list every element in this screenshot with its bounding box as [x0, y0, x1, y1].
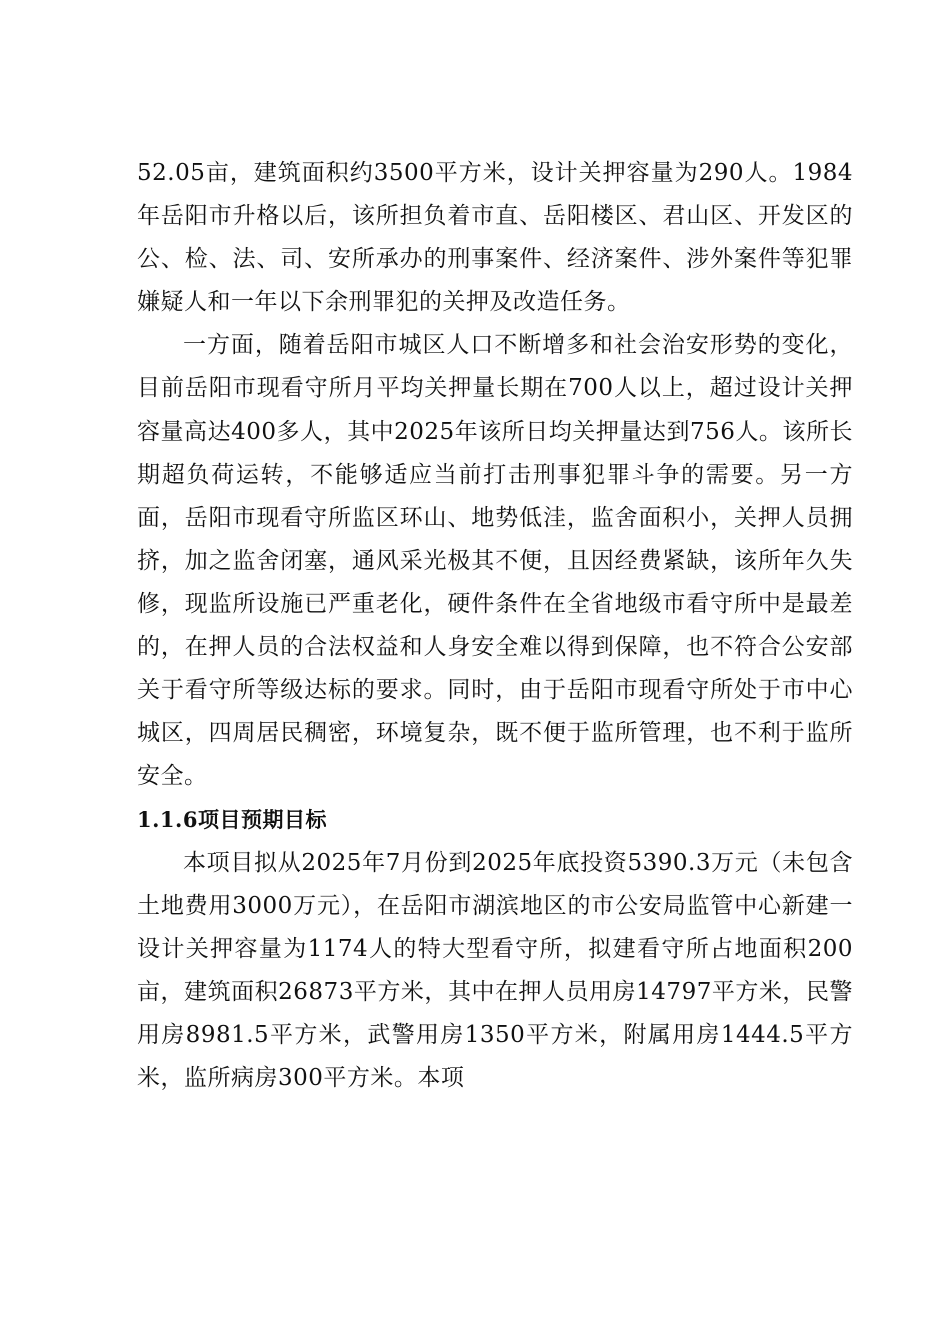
document-body [137, 152, 853, 1100]
body-paragraph-1: 52.05亩，建筑面积约3500平方米，设计关押容量为290人。1984年岳阳市升格以后，该所担负着市直、岳阳楼区、君山区、开发区的公、检、法、司、安所承办的刑事案件、经济案件、涉外案件等犯罪嫌疑人和一年以下余刑罪犯的关押及改造任务。 [137, 160, 853, 316]
body-paragraph-2: 一方面，随着岳阳市城区人口不断增多和社会治安形势的变化，目前岳阳市现看守所月平均关押量长期在700人以上，超过设计关押容量高达400多人，其中2025年该所日均关押量达到756人。该所长期超负荷运转，不能够适应当前打击刑事犯罪斗争的需要。另一方面，岳阳市现看守所监区环山、地势低洼，监舍面积小，关押人员拥挤，加之监舍闭塞，通风采光极其不便，且因经费紧缺，该所年久失修，现监所设施已严重老化，硬件条件在全省地级市看守所中是最差的，在押人员的合法权益和人身安全难以得到保障，也不符合公安部关于看守所等级达标的要求。同时，由于岳阳市现看守所处于市中心城区，四周居民稠密，环境复杂，既不便于监所管理，也不利于监所安全。 [137, 332, 853, 790]
section-heading: 1.1.6项目预期目标 [137, 807, 327, 833]
body-paragraph-3: 本项目拟从2025年7月份到2025年底投资5390.3万元（未包含土地费用3000万元），在岳阳市湖滨地区的市公安局监管中心新建一设计关押容量为1174人的特大型看守所，拟建看守所占地面积200亩，建筑面积26873平方米，其中在押人员用房14797平方米，民警用房8981.5平方米，武警用房1350平方米，附属用房1444.5平方米，监所病房300平方米。本项 [137, 849, 853, 1091]
